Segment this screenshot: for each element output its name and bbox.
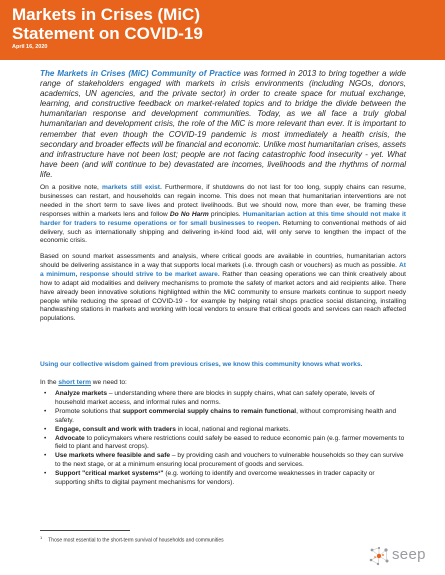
bullet-bold: Advocate (55, 434, 85, 442)
intro-text: was formed in 2013 to bring together a wide range of stakeholders engaged with markets in crisis environments (including NGOs, donors, academics, UN agencies, and the private sector) in order to create space for mutual exchange, learning, and constructive feedback on market-related topics and to bridge the divide between the humanitarian response and development communities. Today, as we all face a truly global humanitarian and development crisis, the role of the MiC is more relevant than ever. It is important to remember that even though the COVID-19 pandemic is most immediately a health crisis, the secondary and broader effects will be financial and economic. Unlike most humanitarian crises, assets and infrastructure have not been lost; people are not facing catastrophic food insecurity - yet. What have been (and will continue to be) devastated are incomes, livelihoods and the rhythms of normal life. (40, 69, 406, 179)
text-span: Furthermore, if shutdowns do not last for too long, supply chains can resume, businesses can restart, and households can regain income. This does not mean that humanitarian interventions are not needed in the short term to save lives and protect livelihoods. But we should now, more than ever, be framing these responses within a markets lens and follow (40, 184, 406, 218)
bullet-icon: • (44, 452, 47, 460)
paragraph-short-term-intro (40, 379, 406, 388)
text-span: we need to: (90, 379, 127, 386)
text-span: principles. (208, 210, 243, 218)
bullet-bold: Analyze markets (55, 390, 108, 397)
do-no-harm-text: Do No Harm (169, 210, 209, 218)
title-line-2: Statement on COVID-19 (12, 24, 203, 43)
highlight-span: At a minimum, response should strive to be market aware. (40, 261, 406, 278)
bullet-bold: support commercial supply chains to remain functional (122, 407, 297, 415)
bullet-icon: • (44, 470, 47, 478)
seep-wordmark: seep (392, 546, 426, 563)
footnote-mark: 1 (40, 535, 43, 540)
bullet-icon: • (44, 425, 47, 433)
community-of-practice-link: The Markets in Crises (MiC) Community of Practice (40, 69, 241, 78)
text-span: In the (40, 379, 59, 386)
intro-paragraph (40, 69, 406, 180)
highlight-span: markets still exist. (102, 184, 162, 191)
seep-network-icon (368, 546, 390, 566)
list-item (40, 426, 406, 435)
bullet-text: to policymakers where restrictions could safely be eased to reduce economic pain (e.g. farmer movements to field to plant and harvest crops). (55, 434, 405, 451)
bullet-bold: Engage, consult and work with traders (55, 425, 176, 433)
title-line-1: Markets in Crises (MiC) (12, 5, 200, 24)
list-item (40, 470, 406, 488)
page-title (12, 5, 412, 43)
bullet-text: Promote solutions that (55, 407, 123, 415)
bullet-icon: • (44, 390, 47, 397)
header-banner (0, 0, 445, 60)
bullet-text: – understanding where there are blocks in supply chains, what can safely operate, levels of household market access, and informal rules and norms. (55, 390, 375, 406)
list-item (40, 390, 406, 408)
bullet-text: , without compromising health and safety. (55, 407, 397, 424)
bullet-text: – by providing cash and vouchers to vulnerable households so they can survive to the next stage, or at a minimum ensuring local procurement of goods and services. (55, 452, 404, 469)
bullet-icon: • (44, 434, 47, 442)
short-term-actions-list (40, 390, 406, 488)
text-span: Based on sound market assessments and analysis, where critical goods are available in countries, humanitarian actors should be delivering assistance in a way that supports local markets (i.e. through cash or vouchers) as much as possible. (40, 253, 406, 269)
bullet-text: (e.g. working to identify and overcome weaknesses in trader capacity or supporting shifts to digital payment mechanisms for vendors). (55, 470, 375, 487)
bullet-bold: Support "critical market systems¹" (55, 470, 164, 478)
bullet-text: in local, national and regional markets. (175, 425, 291, 433)
short-term-text: short term (58, 379, 91, 386)
text-span: On a positive note, (40, 184, 103, 191)
footnote (40, 534, 224, 545)
bullet-bold: Use markets where feasible and safe (55, 452, 171, 460)
text-span: Rather than ceasing operations we can think creatively about how to adapt aid modalities and delivery mechanisms to promote the safety of market actors and aid recipients alike. There have already been innovative solutions highlighted within the MiC community to ensure markets continue to support needy people while reducing the spread of COVID-19 - for example by helping retail shops practice social distancing, installing handwashing stations in markets and working with local vendors to ensure that critical goods and services can reach affected populations. (40, 270, 406, 323)
publication-date: April 16, 2020 (12, 44, 48, 50)
paragraph-market-assessments (40, 253, 406, 324)
footnote-text: Those most essential to the short-term survival of households and communities (48, 537, 224, 544)
seep-logo (368, 545, 440, 567)
bullet-icon: • (44, 407, 47, 415)
footnote-divider (40, 530, 130, 531)
paragraph-collective-wisdom: Using our collective wisdom gained from previous crises, we know this community knows what works. (40, 361, 363, 368)
paragraph-positive-note (40, 184, 406, 246)
text-span: Returning to conventional methods of aid delivery, such as internationally shipping and delivering in-kind food aid, will only serve to lengthen the impact of the economic crisis. (40, 219, 406, 245)
list-item (40, 435, 406, 453)
highlight-span: Humanitarian action at this time should not make it harder for traders to resume operations or for small businesses to reopen. (40, 210, 406, 227)
list-item (40, 452, 406, 470)
list-item (40, 408, 406, 426)
